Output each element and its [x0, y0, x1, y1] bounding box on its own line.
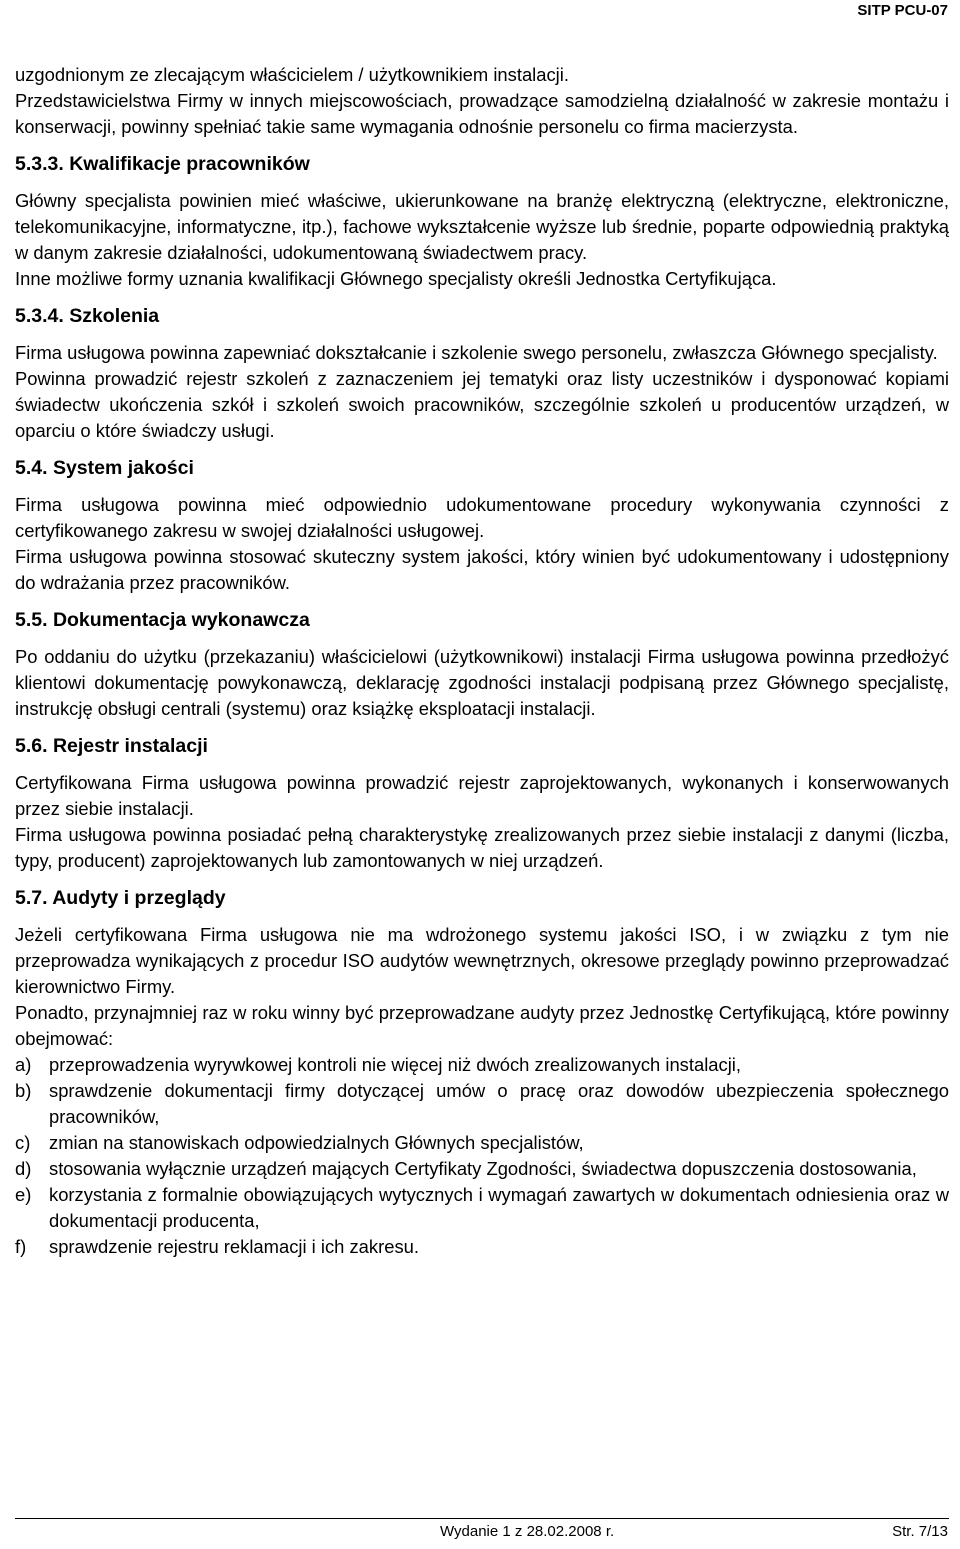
paragraph: Firma usługowa powinna zapewniać dokształcanie i szkolenie swego personelu, zwłaszcza Głównego specjalisty. — [15, 342, 938, 363]
paragraph: Powinna prowadzić rejestr szkoleń z zaznaczeniem jej tematyki oraz listy uczestników i dysponować kopiami świadectw ukończenia szkół i szkoleń swoich pracowników, szczególnie szkoleń u producentów urządzeń, w oparciu o które świadczy usługi. — [15, 368, 949, 441]
section-heading: 5.5. Dokumentacja wykonawcza — [15, 609, 310, 631]
list-item-text: sprawdzenie dokumentacji firmy dotyczącej umów o pracę oraz dowodów ubezpieczenia społecznego pracowników, — [49, 1080, 949, 1127]
section-heading: 5.3.4. Szkolenia — [15, 305, 160, 327]
list-item-text: stosowania wyłącznie urządzeń mających Certyfikaty Zgodności, świadectwa dopuszczenia dostosowania, — [49, 1158, 917, 1179]
list-item — [15, 1182, 949, 1234]
paragraph: uzgodnionym ze zlecającym właścicielem / użytkownikiem instalacji. — [15, 64, 569, 85]
list-item-text: zmian na stanowiskach odpowiedzialnych Głównych specjalistów, — [49, 1132, 584, 1153]
list-item-letter: a) — [15, 1054, 32, 1075]
list-item — [15, 1052, 949, 1078]
list-item-letter: f) — [15, 1236, 27, 1257]
paragraph: Firma usługowa powinna stosować skuteczny system jakości, który winien być udokumentowany i udostępniony do wdrażania przez pracowników. — [15, 546, 949, 593]
paragraph: Certyfikowana Firma usługowa powinna prowadzić rejestr zaprojektowanych, wykonanych i konserwowanych przez siebie instalacji. — [15, 772, 949, 819]
paragraph: Jeżeli certyfikowana Firma usługowa nie ma wdrożonego systemu jakości ISO, i w związku z tym nie przeprowadza wynikających z procedur ISO audytów wewnętrznych, okresowe przeglądy powinno przeprowadzać kierownictwo Firmy. — [15, 924, 949, 997]
paragraph: Przedstawicielstwa Firmy w innych miejscowościach, prowadzące samodzielną działalność w zakresie montażu i konserwacji, powinny spełniać takie same wymagania odnośnie personelu co firma macierzysta. — [15, 90, 949, 137]
list-item-text: przeprowadzenia wyrywkowej kontroli nie więcej niż dwóch zrealizowanych instalacji, — [49, 1054, 741, 1075]
paragraph: Ponadto, przynajmniej raz w roku winny być przeprowadzane audyty przez Jednostkę Certyfikującą, które powinny obejmować: — [15, 1002, 949, 1049]
audit-items-list — [15, 1052, 949, 1260]
list-item — [15, 1156, 949, 1182]
list-item-letter: e) — [15, 1184, 32, 1205]
section-heading: 5.3.3. Kwalifikacje pracowników — [15, 153, 310, 175]
page-content — [15, 62, 949, 1260]
footer-page-number: Str. 7/13 — [892, 1523, 948, 1540]
list-item-letter: c) — [15, 1132, 31, 1153]
list-item-letter: d) — [15, 1158, 32, 1179]
paragraph: Po oddaniu do użytku (przekazaniu) właścicielowi (użytkownikowi) instalacji Firma usługowa powinna przedłożyć klientowi dokumentację powykonawczą, deklarację zgodności instalacji podpisaną przez Głównego specjalistę, instrukcję obsługi centrali (systemu) oraz książkę eksploatacji instalacji. — [15, 646, 949, 719]
paragraph: Firma usługowa powinna mieć odpowiednio udokumentowane procedury wykonywania czynności z certyfikowanego zakresu w swojej działalności usługowej. — [15, 494, 949, 541]
list-item — [15, 1130, 949, 1156]
footer-divider — [15, 1518, 949, 1519]
paragraph: Firma usługowa powinna posiadać pełną charakterystykę zrealizowanych przez siebie instalacji z danymi (liczba, typy, producent) zaprojektowanych lub zamontowanych w niej urządzeń. — [15, 824, 949, 871]
list-item — [15, 1078, 949, 1130]
list-item-text: korzystania z formalnie obowiązujących wytycznych i wymagań zawartych w dokumentach odniesienia oraz w dokumentacji producenta, — [49, 1184, 949, 1231]
paragraph: Inne możliwe formy uznania kwalifikacji Głównego specjalisty określi Jednostka Certyfikująca. — [15, 268, 777, 289]
section-heading: 5.4. System jakości — [15, 457, 194, 479]
section-heading: 5.6. Rejestr instalacji — [15, 735, 208, 757]
doc-code: SITP PCU-07 — [857, 2, 948, 19]
list-item — [15, 1234, 949, 1260]
section-heading: 5.7. Audyty i przeglądy — [15, 887, 226, 909]
paragraph: Główny specjalista powinien mieć właściwe, ukierunkowane na branżę elektryczną (elektryczne, elektroniczne, telekomunikacyjne, informatyczne, itp.), fachowe wykształcenie wyższe lub średnie, poparte odpowiednią praktyką w danym zakresie działalności, udokumentowaną świadectwem pracy. — [15, 190, 949, 263]
list-item-text: sprawdzenie rejestru reklamacji i ich zakresu. — [49, 1236, 419, 1257]
list-item-letter: b) — [15, 1080, 32, 1101]
footer-edition: Wydanie 1 z 28.02.2008 r. — [440, 1523, 615, 1540]
